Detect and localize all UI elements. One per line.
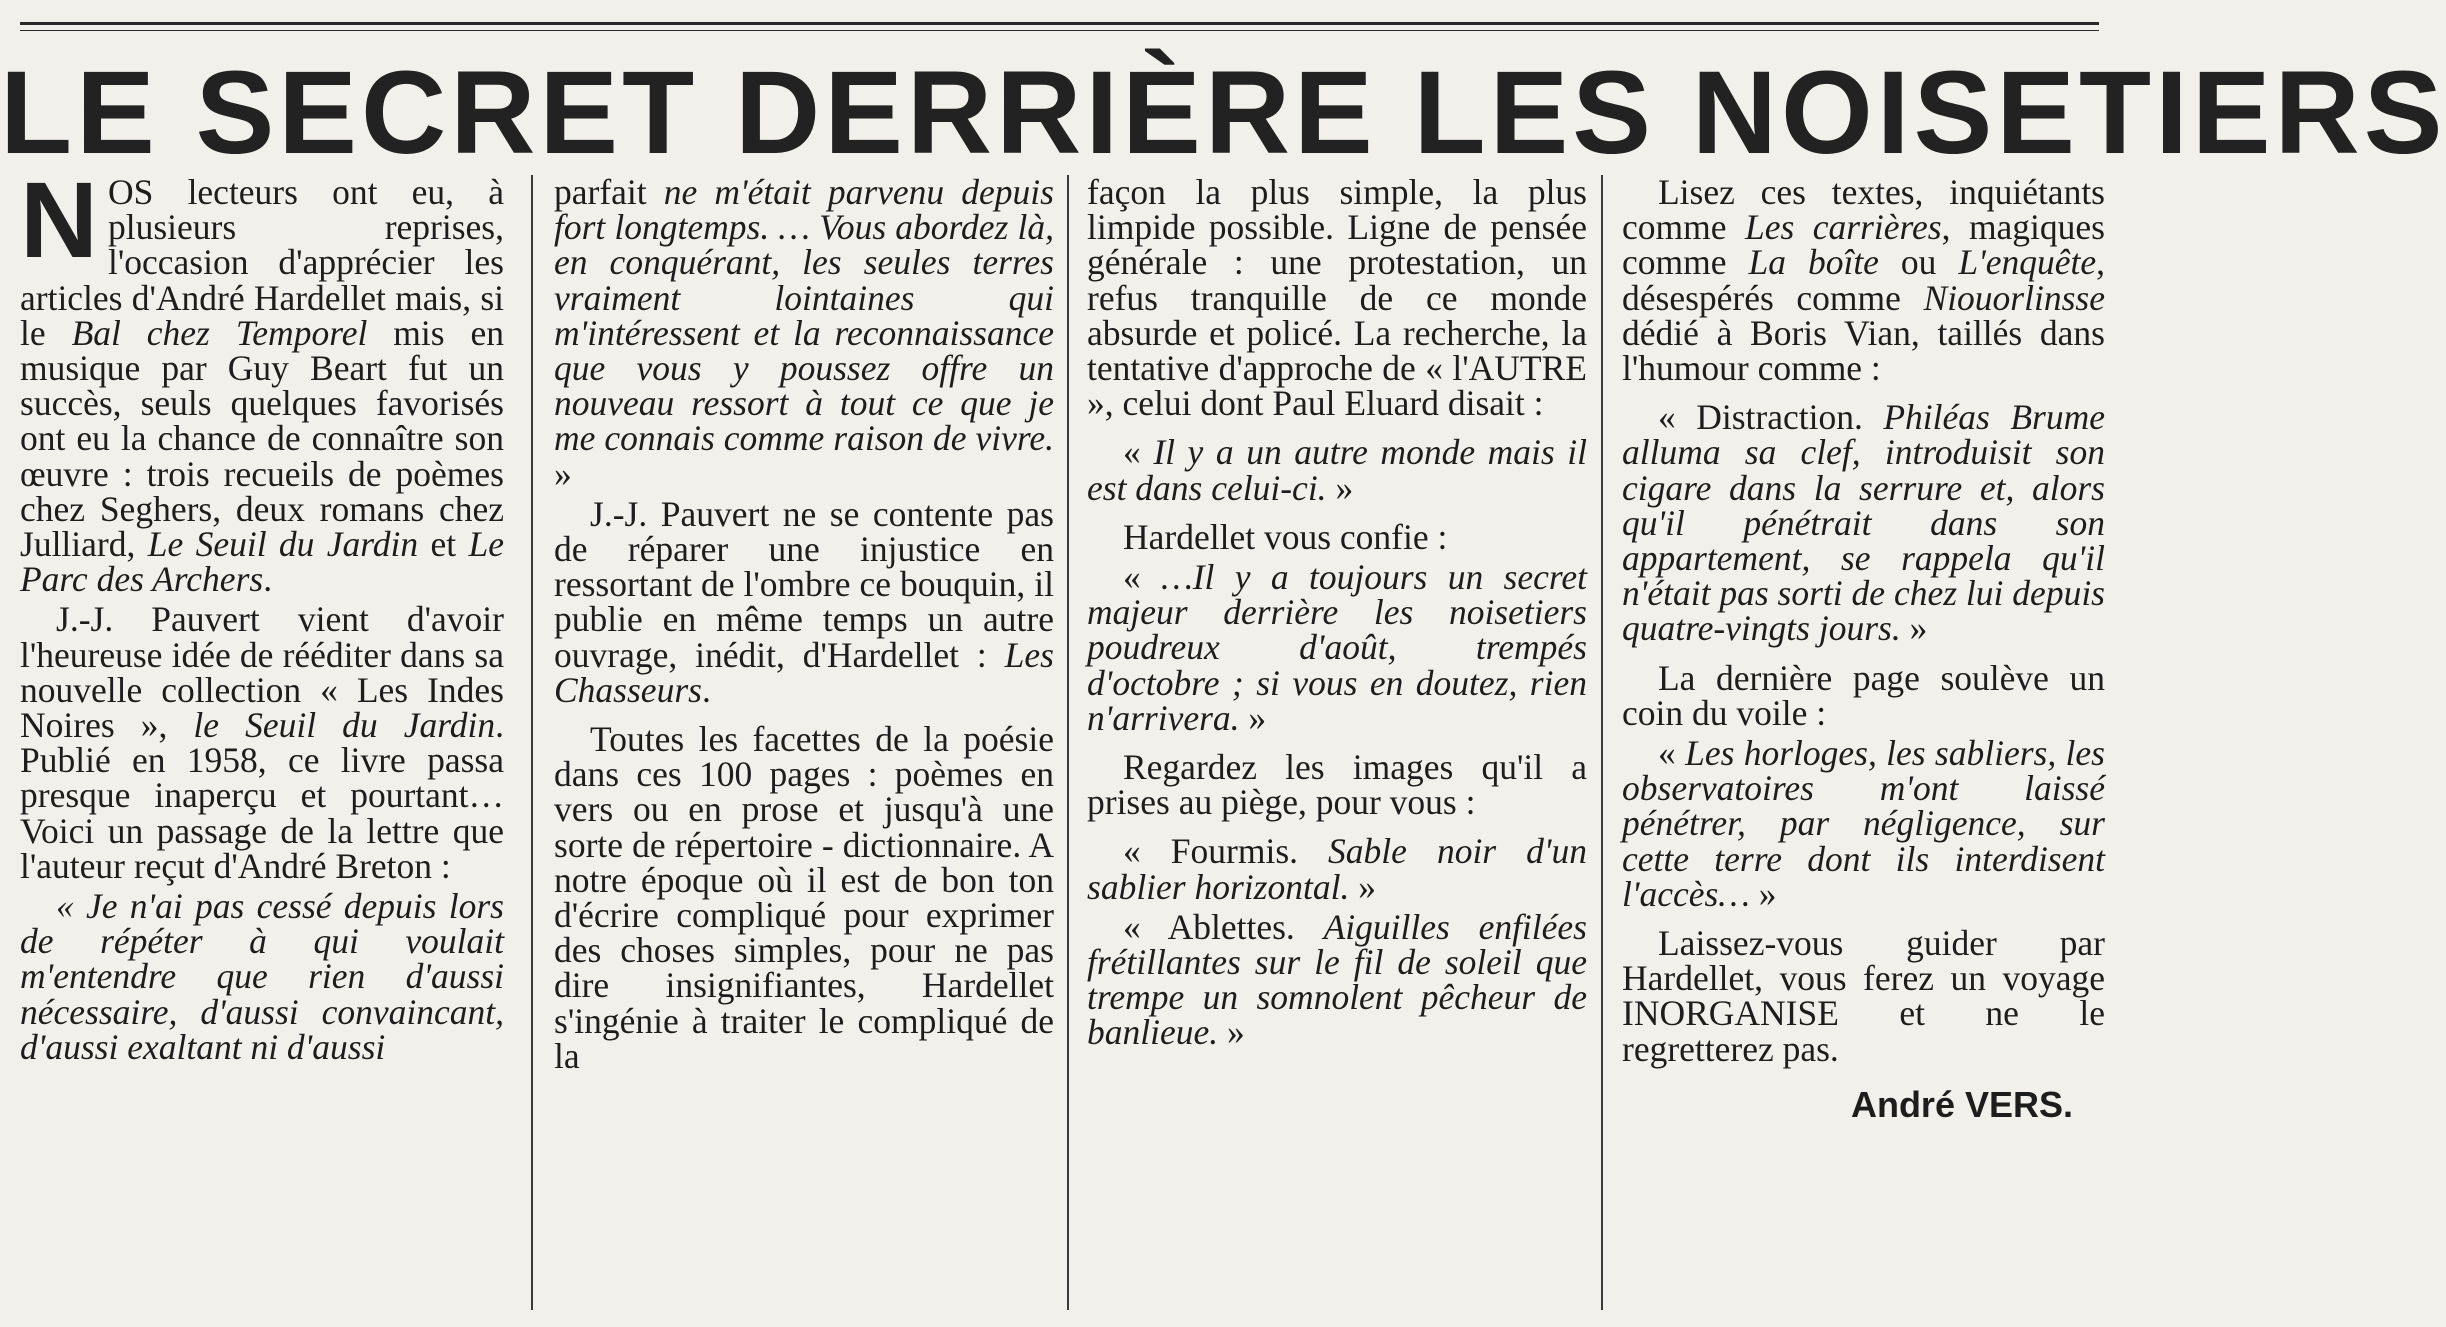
book-title: Bal chez Temporel (71, 312, 368, 353)
text-run: » (1218, 1012, 1245, 1053)
paragraph (1622, 733, 2105, 914)
column-divider (531, 175, 533, 1310)
column-2 (554, 172, 1054, 1315)
paragraph (20, 599, 504, 886)
text-run: » (1349, 866, 1376, 907)
text-run: J.-J. Pauvert ne se contente pas de réparer une injustice en ressortant de l'ombre ce bouquin, il publie en même temps un autre ouvrage, inédit, d'Hardellet : (554, 493, 1054, 675)
text-run: dédié à Boris Vian, taillés dans l'humour comme : (1622, 312, 2105, 389)
text-run: OS lecteurs ont eu, à plusieurs reprises, l'occasion d'apprécier les articles d'André Hardellet mais, si le (20, 172, 504, 353)
paragraph (554, 172, 1054, 494)
column-1 (20, 159, 504, 1315)
text-run: . (263, 559, 273, 600)
article-body (20, 159, 2106, 1315)
book-title: La boîte (1748, 242, 1879, 283)
paragraph (1087, 557, 1588, 738)
quotation: Philéas Brume alluma sa clef, introduisit son cigare dans la serrure et, alors qu'il pénétrait dans son appartement, se rappela qu'il n'était pas sorti de chez lui depuis quatre-vingts jours. (1622, 397, 2105, 649)
paragraph: Toutes les facettes de la poésie dans ces 100 pages : poèmes en vers ou en prose et jusqu'à une sorte de répertoire - dictionnaire. A notre époque où il est de bon ton d'écrire compliqué pour exprimer des choses simples, pour ne pas dire insignifiantes, Hardellet s'ingénie à traiter le compliqué de la (554, 719, 1054, 1076)
quotation: …Il y a toujours un secret majeur derrière les noisetiers poudreux d'août, trempés d'octobre ; si vous en doutez, rien n'arrivera. (1087, 557, 1588, 738)
paragraph (1087, 432, 1587, 508)
text-run: « (1123, 557, 1162, 598)
column-4 (1622, 172, 2106, 1315)
text-run: . (701, 669, 711, 710)
top-rule (20, 22, 2099, 25)
text-run: « (1123, 432, 1154, 473)
article-headline: LE SECRET DERRIÈRE LES NOISETIERS (0, 47, 2446, 179)
paragraph: Laissez-vous guider par Hardellet, vous ferez un voyage INORGANISE et ne le regretterez pas. (1622, 923, 2105, 1069)
text-run: » (1239, 697, 1267, 738)
paragraph (1622, 172, 2106, 389)
paragraph (1087, 906, 1587, 1053)
book-title: le Seuil du Jardin (193, 705, 496, 746)
text-run: , magiques comme (1622, 207, 2105, 283)
paragraph: façon la plus simple, la plus limpide possible. Ligne de pensée générale : une protestation, un refus tranquille de ce monde absurde et policé. La recherche, la tentative d'approche de « l'AUTRE », celui dont Paul Eluard disait : (1087, 172, 1587, 424)
text-run: . Publié en 1958, ce livre passa presque inaperçu et pourtant… Voici un passage de la lettre que l'auteur reçut d'André Breton : (20, 705, 504, 886)
text-run: » (1749, 873, 1777, 914)
paragraph (20, 159, 504, 600)
book-title: Le Parc des Archers (20, 524, 504, 600)
text-run: et (418, 524, 469, 565)
paragraph: Hardellet vous confie : (1123, 516, 1448, 557)
top-rule-thin (20, 30, 2099, 31)
quotation: Aiguilles enfilées frétillantes sur le fil de soleil que trempe un somnolent pêcheur de banlieue. (1087, 906, 1587, 1053)
quotation: Sable noir d'un sablier horizontal. (1087, 831, 1587, 907)
text-run: « Distraction. (1658, 397, 1884, 438)
column-3 (1087, 172, 1588, 1315)
book-title: Niouorlinsse (1923, 277, 2105, 318)
paragraph: Regardez les images qu'il a prises au piège, pour vous : (1087, 747, 1587, 823)
paragraph (1087, 831, 1587, 907)
text-run: » (1900, 608, 1928, 649)
text-run: « Fourmis. (1123, 831, 1329, 872)
text-run: ou (1878, 242, 1959, 283)
text-run: Lisez ces textes, inquiétants comme (1622, 172, 2105, 248)
text-run: » (554, 453, 572, 494)
text-run: J.-J. Pauvert vient d'avoir l'heureuse idée de rééditer dans sa nouvelle collection « Les Indes Noires », (20, 599, 504, 746)
text-run: parfait (554, 172, 664, 212)
book-title: Le Seuil du Jardin (147, 524, 419, 565)
column-divider (1601, 175, 1603, 1310)
drop-cap: N (20, 159, 98, 280)
text-run: » (1326, 467, 1354, 508)
book-title: Les carrières (1744, 207, 1942, 248)
book-title: L'enquête (1958, 242, 2097, 283)
paragraph (554, 493, 1054, 710)
book-title: Les Chasseurs (554, 634, 1054, 710)
quotation: Il y a un autre monde mais il est dans celui-ci. (1087, 432, 1587, 508)
quotation: ne m'était parvenu depuis fort longtemps. … Vous abordez là, en conquérant, les seules terres vraiment lointaines qui m'intéressent et la reconnaissance que vous y poussez offre un nouveau ressort à tout ce que je me connais comme raison de vivre. (554, 172, 1054, 459)
quotation: « Je n'ai pas cessé depuis lors de répéter à qui voulait m'entendre que rien d'aussi nécessaire, d'aussi convaincant, d'aussi exaltant ni d'aussi (20, 886, 504, 1067)
paragraph: La dernière page soulève un coin du voile : (1622, 657, 2105, 733)
paragraph (1622, 397, 2105, 649)
text-run: mis en musique par Guy Beart fut un succès, seuls quelques favorisés ont eu la chance de connaître son œuvre : trois recueils de poèmes chez Seghers, deux romans chez Julliard, (20, 312, 504, 565)
author-signature: André VERS. (1850, 1083, 2073, 1125)
quotation: Les horloges, les sabliers, les observatoires m'ont laissé pénétrer, par négligence, sur cette terre dont ils interdisent l'accès… (1622, 733, 2105, 914)
column-divider (1067, 175, 1069, 1310)
text-run: , désespérés comme (1622, 242, 2106, 318)
text-run: « (1658, 733, 1686, 774)
text-run: « Ablettes. (1123, 906, 1324, 947)
